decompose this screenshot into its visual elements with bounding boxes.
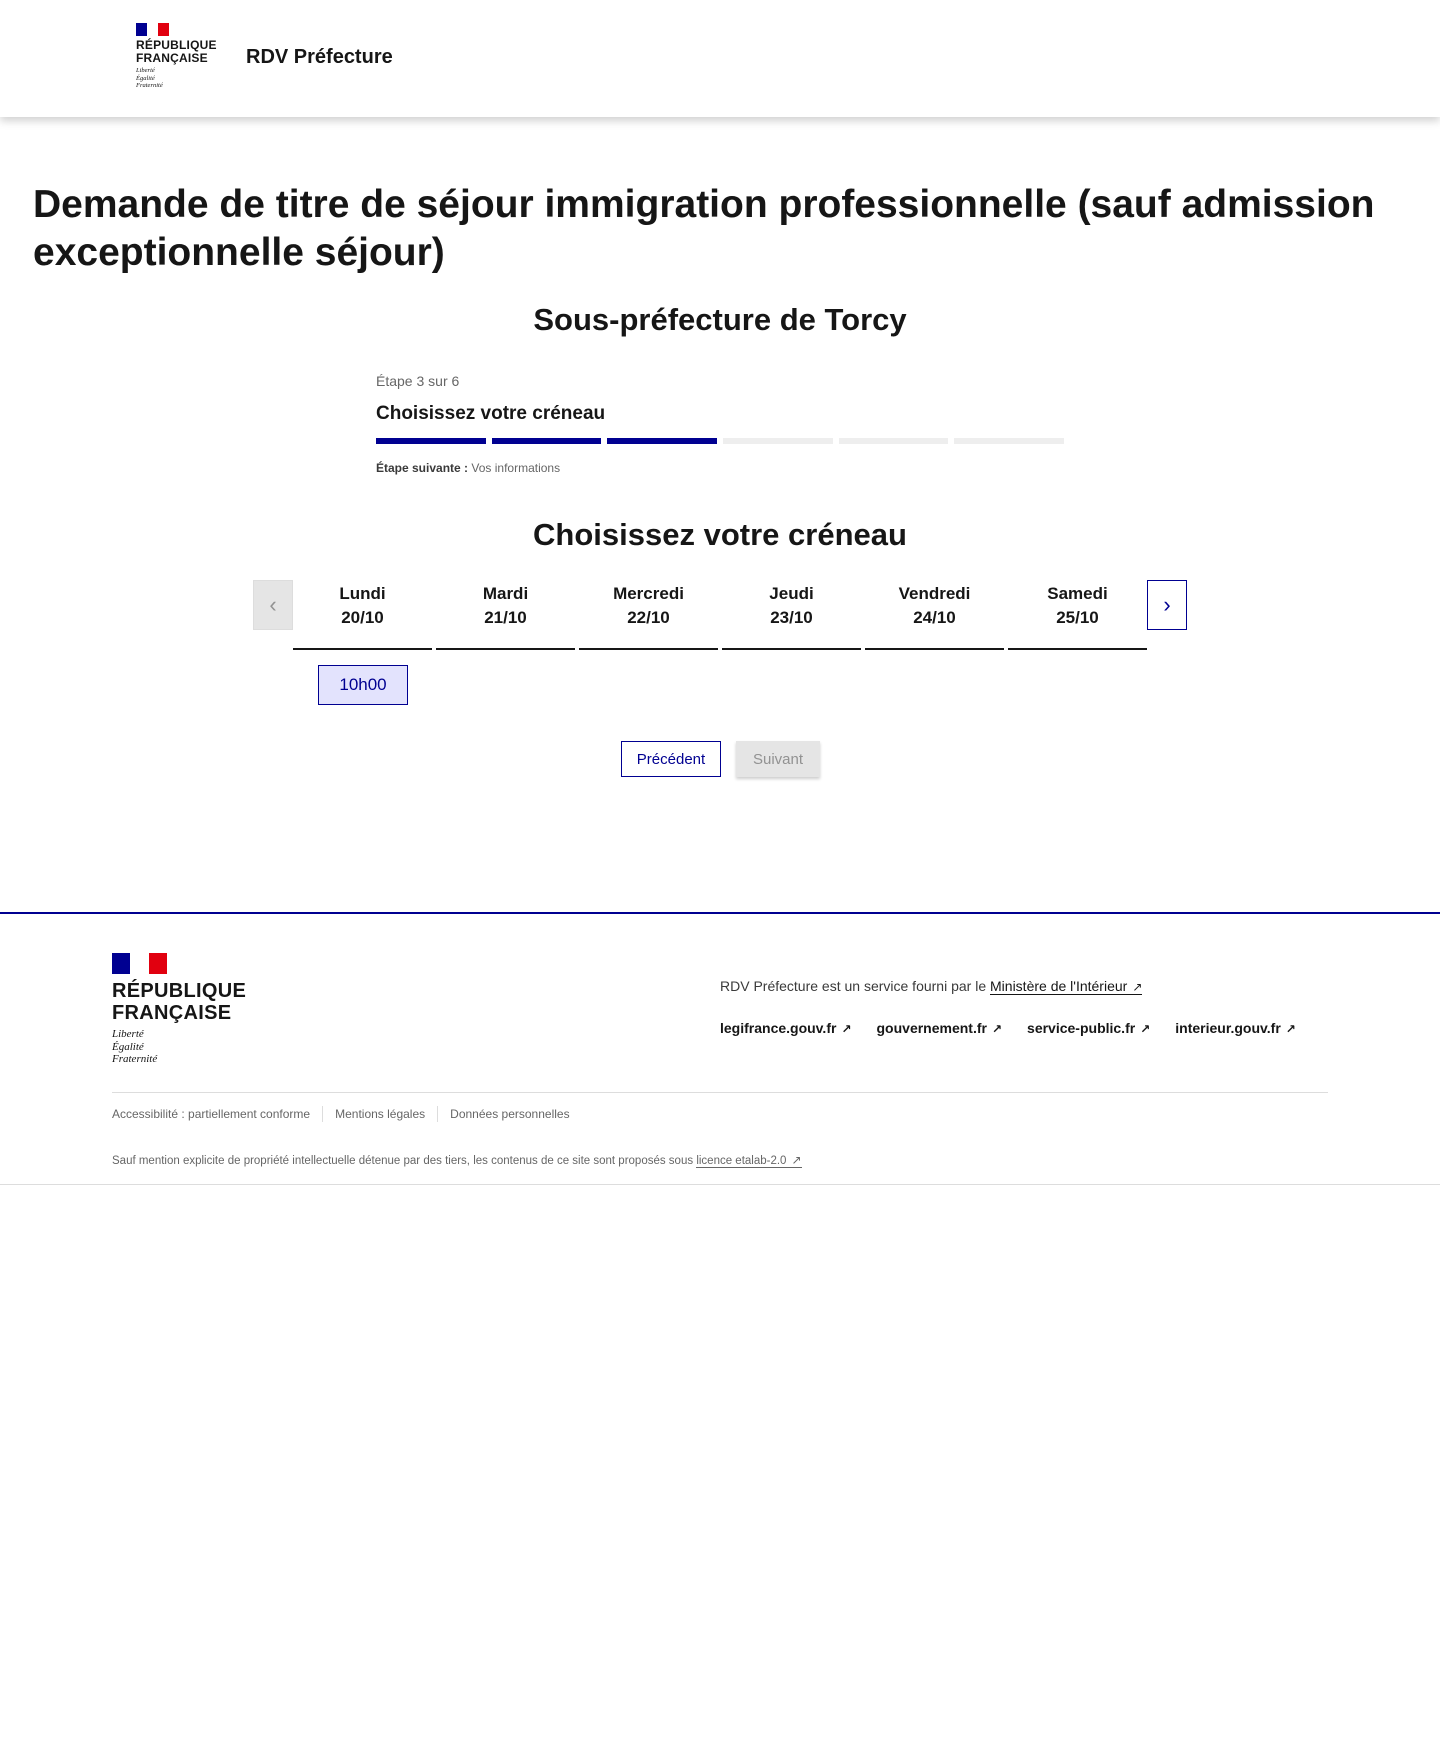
page-title: Demande de titre de séjour immigration professionnelle (sauf admission exceptionnelle séjour) xyxy=(33,183,1375,274)
footer-link-legifrance[interactable]: legifrance.gouv.fr ↗ xyxy=(720,1018,852,1039)
divider xyxy=(322,1106,323,1122)
stepper xyxy=(376,372,1064,476)
site-footer xyxy=(0,912,1440,1185)
step-next-label: Étape suivante : xyxy=(376,461,469,475)
step-bar xyxy=(723,438,833,444)
day-name: Vendredi xyxy=(898,584,971,603)
ministry-link[interactable]: Ministère de l'Intérieur ↗ xyxy=(990,978,1142,995)
days-row xyxy=(293,580,1147,650)
step-bar xyxy=(839,438,949,444)
external-link-icon: ↗ xyxy=(991,1022,1003,1036)
footer-links xyxy=(720,1018,1296,1039)
footer-republique-francaise-logo[interactable] xyxy=(112,953,252,1066)
external-link-icon: ↗ xyxy=(1140,1022,1151,1036)
service-name-link[interactable]: RDV Préfecture xyxy=(246,46,393,68)
day-column xyxy=(579,580,718,650)
day-column xyxy=(1008,580,1147,650)
day-name: Samedi xyxy=(1047,584,1108,603)
day-date: 23/10 xyxy=(770,608,813,627)
previous-week-button[interactable] xyxy=(253,580,293,630)
day-date: 21/10 xyxy=(484,608,527,627)
personal-data-link[interactable]: Données personnelles xyxy=(450,1107,570,1121)
footer-description: RDV Préfecture est un service fourni par le Ministère de l'Intérieur ↗ xyxy=(720,976,1142,997)
footer-separator xyxy=(112,1092,1328,1093)
next-button[interactable]: Suivant xyxy=(736,741,820,777)
next-week-button[interactable] xyxy=(1147,580,1187,630)
step-bar xyxy=(492,438,602,444)
previous-button[interactable]: Précédent xyxy=(621,741,721,777)
day-column xyxy=(293,580,432,650)
logo-text: RÉPUBLIQUE FRANÇAISE xyxy=(136,38,217,65)
day-name: Mercredi xyxy=(613,584,684,603)
step-progress-bars xyxy=(376,438,1064,444)
site-header xyxy=(0,0,1440,117)
day-date: 20/10 xyxy=(341,608,384,627)
footer-logo-text: RÉPUBLIQUE FRANÇAISE xyxy=(112,980,247,1024)
step-title: Choisissez votre créneau xyxy=(376,403,606,424)
chevron-right-icon: › xyxy=(1163,592,1171,617)
day-date: 22/10 xyxy=(627,608,670,627)
legal-notice-link[interactable]: Mentions légales xyxy=(335,1107,426,1121)
day-column xyxy=(722,580,861,650)
day-column xyxy=(436,580,575,650)
external-link-icon: ↗ xyxy=(841,1022,852,1036)
footer-logo-motto: Liberté Égalité Fraternité xyxy=(112,1028,158,1065)
place-title: Sous-préfecture de Torcy xyxy=(533,302,907,337)
day-name: Jeudi xyxy=(769,584,814,603)
step-bar xyxy=(607,438,717,444)
marianne-flag-icon xyxy=(136,23,169,36)
time-slot-button[interactable]: 10h00 xyxy=(318,665,408,705)
day-name: Mardi xyxy=(482,584,529,603)
step-bar xyxy=(954,438,1064,444)
step-next-info xyxy=(376,460,1064,476)
step-count: Étape 3 sur 6 xyxy=(376,373,460,389)
external-link-icon: ↗ xyxy=(1132,980,1143,994)
footer-link-service-public[interactable]: service-public.fr ↗ xyxy=(1027,1018,1150,1039)
marianne-flag-icon xyxy=(112,953,167,974)
step-bar xyxy=(376,438,486,444)
section-title: Choisissez votre créneau xyxy=(533,517,907,552)
day-name: Lundi xyxy=(339,584,386,603)
chevron-left-icon: ‹ xyxy=(269,592,277,617)
day-column xyxy=(865,580,1004,650)
republique-francaise-logo[interactable] xyxy=(136,23,216,90)
external-link-icon: ↗ xyxy=(791,1153,802,1167)
logo-motto: Liberté Égalité Fraternité xyxy=(136,67,163,89)
footer-bottom-links xyxy=(112,1106,570,1122)
external-link-icon: ↗ xyxy=(1285,1022,1296,1036)
accessibility-link[interactable]: Accessibilité : partiellement conforme xyxy=(112,1107,311,1121)
day-date: 25/10 xyxy=(1056,608,1099,627)
step-next-value: Vos informations xyxy=(471,461,561,475)
footer-link-interieur[interactable]: interieur.gouv.fr ↗ xyxy=(1175,1018,1296,1039)
footer-link-gouvernement[interactable]: gouvernement.fr ↗ xyxy=(877,1018,1003,1039)
divider xyxy=(437,1106,438,1122)
footer-license: Sauf mention explicite de propriété intellectuelle détenue par des tiers, les contenus de ce site sont proposés sous licence etalab-2.0 ↗ xyxy=(112,1153,802,1167)
license-link[interactable]: licence etalab-2.0 ↗ xyxy=(696,1153,802,1167)
day-date: 24/10 xyxy=(913,608,956,627)
